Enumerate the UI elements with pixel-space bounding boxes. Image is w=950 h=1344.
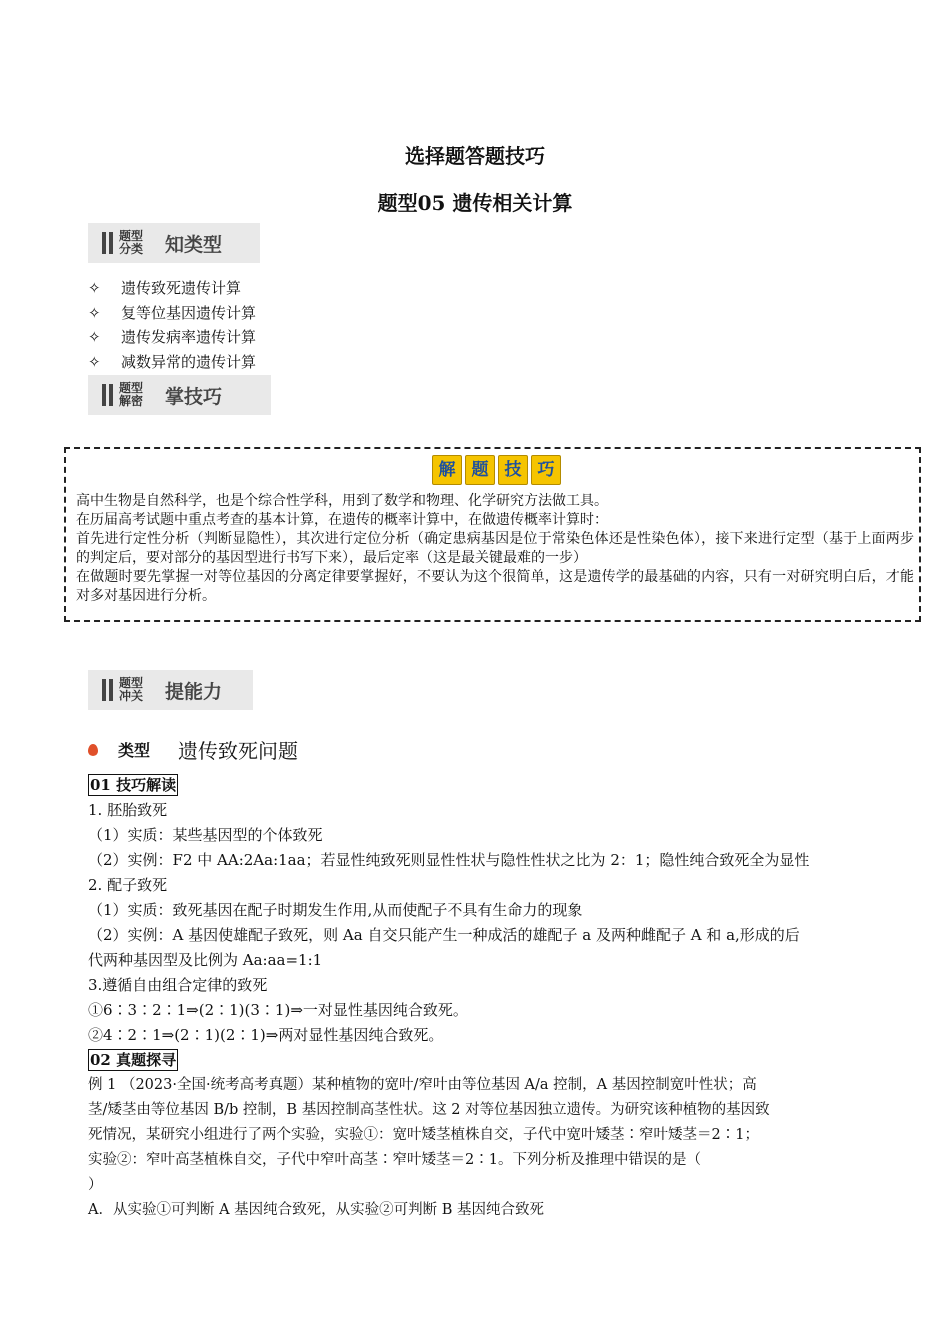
drop-icon	[88, 744, 98, 756]
diamond-star-icon: ✧	[88, 303, 101, 322]
bars-icon	[102, 679, 113, 701]
tips-box	[64, 447, 921, 622]
types-list	[88, 276, 256, 374]
bars-icon	[102, 232, 113, 254]
diamond-star-icon: ✧	[88, 279, 101, 297]
tips-paragraph: 高中生物是自然科学，也是个综合性学科，用到了数学和物理、化学研究方法做工具。	[76, 493, 608, 509]
badge-big-label: 掌技巧	[165, 385, 223, 408]
text-line: 代两种基因型及比例为 Aa:aa=1:1	[88, 951, 323, 969]
section-heading: 01 技巧解读	[90, 776, 177, 794]
example-line: 死情况，某研究小组进行了两个实验，实验①：宽叶矮茎植株自交，子代中宽叶矮茎∶窄叶矮茎＝2∶1；	[88, 1127, 759, 1143]
list-item: ✧ 遗传发病率遗传计算	[88, 325, 256, 350]
badge-small-label: 题型冲关	[119, 676, 144, 703]
tips-paragraph: 在做题时要先掌握一对等位基因的分离定律要掌握好，不要认为这个很简单，这是遗传学的最基础的内容，只有一对研究明白后，才能对多对基因进行分析。	[76, 569, 914, 604]
badge-big-label: 提能力	[165, 680, 223, 703]
list-item: ✧ 复等位基因遗传计算	[88, 301, 256, 326]
type-label: 类型	[118, 741, 151, 760]
tips-text	[76, 492, 914, 606]
example-line: 例 1 （2023·全国·统考高考真题）某种植物的宽叶/窄叶由等位基因 A/a 控制，A 基因控制宽叶性状；高	[88, 1077, 757, 1093]
text-line: （1）实质：某些基因型的个体致死	[88, 826, 323, 844]
list-item: ✧ 遗传致死遗传计算	[88, 276, 256, 301]
section-heading: 02 真题探寻	[90, 1051, 177, 1069]
badge-big-label: 知类型	[165, 233, 223, 256]
text-line: ①6∶3∶2∶1⇒(2∶1)(3∶1)⇒一对显性基因纯合致死。	[88, 1001, 468, 1019]
badge-master-skills	[88, 375, 271, 415]
text-line: 2. 配子致死	[88, 876, 168, 894]
text-line: 1. 胚胎致死	[88, 801, 168, 819]
badge-small-label: 题型解密	[119, 381, 144, 408]
diamond-star-icon: ✧	[88, 352, 101, 371]
answer-option: A．从实验①可判断 A 基因纯合致死，从实验②可判断 B 基因纯合致死	[88, 1202, 545, 1218]
list-item: ✧ 减数异常的遗传计算	[88, 350, 256, 375]
doc-subtitle: 题型05 遗传相关计算	[377, 191, 573, 215]
example-line: ）	[88, 1177, 103, 1193]
badge-know-types	[88, 223, 260, 263]
example-line: 茎/矮茎由等位基因 B/b 控制，B 基因控制高茎性状。这 2 对等位基因独立遗传。为研究该种植物的基因致	[88, 1102, 770, 1118]
text-line: ②4∶2∶1⇒(2∶1)(2∶1)⇒两对显性基因纯合致死。	[88, 1026, 444, 1044]
tips-paragraph: 在历届高考试题中重点考查的基本计算，在遗传的概率计算中，在做遗传概率计算时：	[76, 512, 608, 528]
doc-title: 选择题答题技巧	[405, 144, 545, 168]
bars-icon	[102, 384, 113, 406]
tips-heading: 解 题 技 巧	[432, 455, 561, 485]
example-line: 实验②：窄叶高茎植株自交，子代中窄叶高茎∶窄叶矮茎＝2∶1。下列分析及推理中错误的是（	[88, 1152, 701, 1168]
tips-paragraph: 首先进行定性分析（判断显隐性），其次进行定位分析（确定患病基因是位于常染色体还是性染色体），接下来进行定型（基于上面两步的判定后，要对部分的基因型进行书写下来），最后定率（这是最关键最难的一步）	[76, 531, 914, 566]
text-line: （2）实例：A 基因使雄配子致死，则 Aa 自交只能产生一种成活的雄配子 a 及两种雌配子 A 和 a,形成的后	[88, 926, 800, 944]
type-heading	[88, 735, 298, 764]
type-title: 遗传致死问题	[178, 739, 299, 763]
main-content	[88, 773, 868, 1223]
badge-small-label: 题型分类	[119, 229, 144, 256]
text-line: （2）实例：F2 中 AA:2Aa:1aa；若显性纯致死则显性性状与隐性性状之比为 2：1；隐性纯合致死全为显性	[88, 851, 810, 869]
text-line: （1）实质：致死基因在配子时期发生作用,从而使配子不具有生命力的现象	[88, 901, 583, 919]
badge-improve-ability	[88, 670, 253, 710]
text-line: 3.遵循自由组合定律的致死	[88, 976, 268, 994]
diamond-star-icon: ✧	[88, 328, 101, 346]
